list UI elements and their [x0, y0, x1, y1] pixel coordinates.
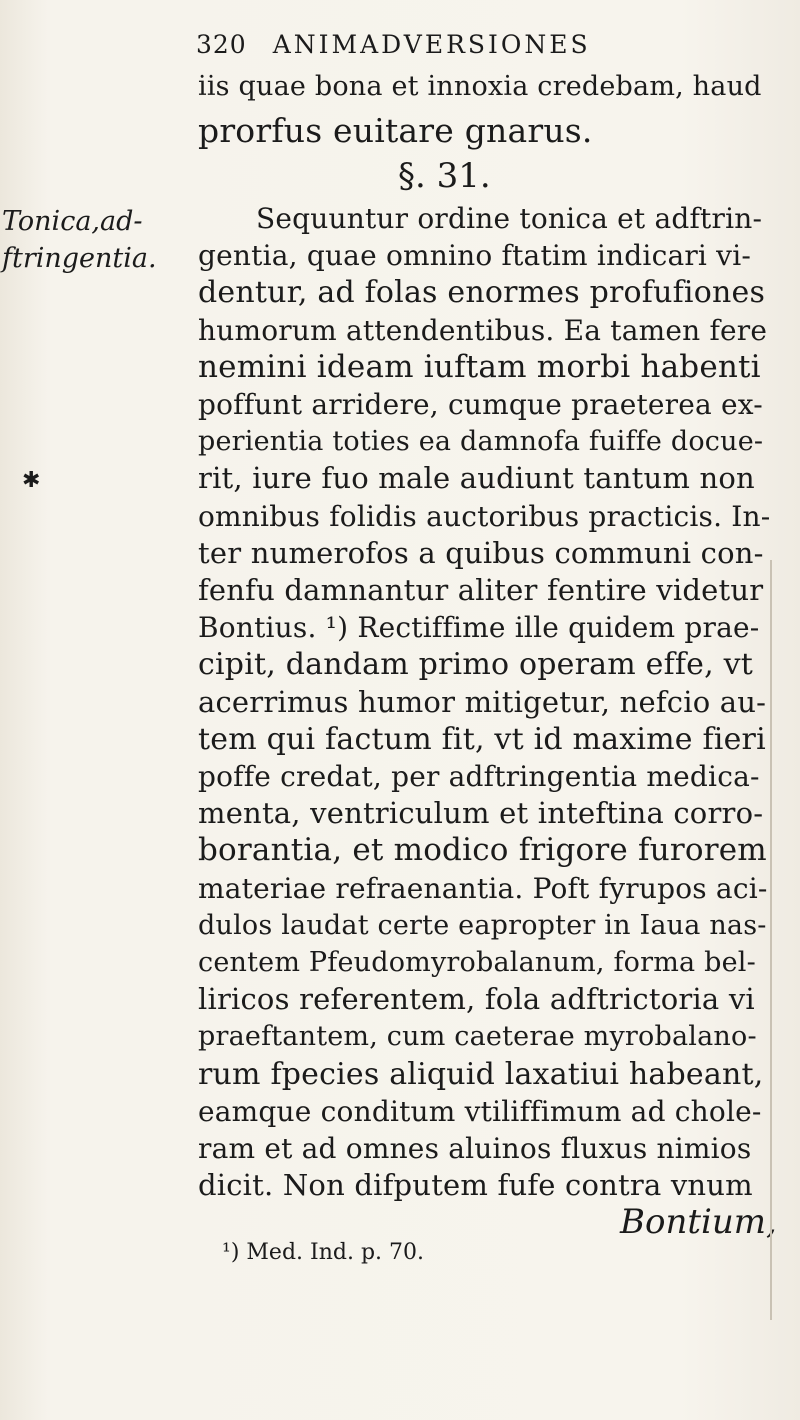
text-line: fenfu damnantur aliter fentire videtur: [198, 573, 764, 607]
text-line: rit, iure fuo male audiunt tantum non: [198, 461, 755, 495]
text-line: iis quae bona et innoxia credebam, haud: [198, 71, 762, 102]
text-line: praeftantem, cum caeterae myrobalano-: [198, 1021, 757, 1052]
margin-note-line-2: ftringentia.: [2, 243, 157, 274]
text-line: omnibus folidis auctoribus practicis. In-: [198, 500, 771, 533]
text-line: acerrimus humor mitigetur, nefcio au-: [198, 685, 767, 719]
text-line: dicit. Non difputem fufe contra vnum: [198, 1168, 753, 1202]
text-line: dentur, ad folas enormes profufiones: [198, 275, 766, 310]
margin-note-line-1: Tonica,ad-: [2, 206, 143, 237]
section-heading: §. 31.: [398, 156, 491, 196]
page-number: 320: [196, 30, 247, 59]
text-line: materiae refraenantia. Poft fyrupos aci-: [198, 872, 768, 905]
margin-mark-icon: ✱: [22, 468, 41, 493]
text-line: perientia toties ea damnofa fuiffe docue-: [198, 426, 764, 457]
text-line: tem qui factum fit, vt id maxime fieri: [198, 722, 766, 757]
text-line: nemini ideam iuftam morbi habenti: [198, 349, 761, 385]
running-title: ANIMADVERSIONES: [272, 30, 591, 59]
text-line: Bontius. ¹) Rectiffime ille quidem prae-: [198, 611, 760, 644]
footnote: ¹) Med. Ind. p. 70.: [222, 1240, 424, 1265]
text-line: Sequuntur ordine tonica et adftrin-: [256, 202, 763, 235]
text-line: liricos referentem, fola adftrictoria vi: [198, 982, 755, 1016]
text-line: cipit, dandam primo operam effe, vt: [198, 647, 754, 682]
text-line: eamque conditum vtiliffimum ad chole-: [198, 1095, 762, 1128]
text-line: humorum attendentibus. Ea tamen fere: [198, 314, 768, 347]
text-line: gentia, quae omnino ftatim indicari vi-: [198, 239, 752, 272]
running-header: [196, 30, 591, 59]
catchword: Bontium,: [620, 1202, 777, 1242]
text-line: poffe credat, per adftringentia medica-: [198, 760, 760, 793]
facing-page-edge: [770, 560, 798, 1320]
text-line: menta, ventriculum et inteftina corro-: [198, 796, 764, 830]
text-line: prorfus euitare gnarus.: [198, 111, 593, 150]
text-line: borantia, et modico frigore furorem: [198, 832, 767, 868]
text-line: centem Pfeudomyrobalanum, forma bel-: [198, 947, 756, 978]
text-line: ram et ad omnes aluinos fluxus nimios: [198, 1132, 752, 1165]
text-line: ter numerofos a quibus communi con-: [198, 536, 764, 570]
text-line: dulos laudat certe eapropter in Iaua nas-: [198, 910, 767, 941]
text-line: rum fpecies aliquid laxatiui habeant,: [198, 1057, 764, 1092]
text-line: poffunt arridere, cumque praeterea ex-: [198, 388, 763, 421]
